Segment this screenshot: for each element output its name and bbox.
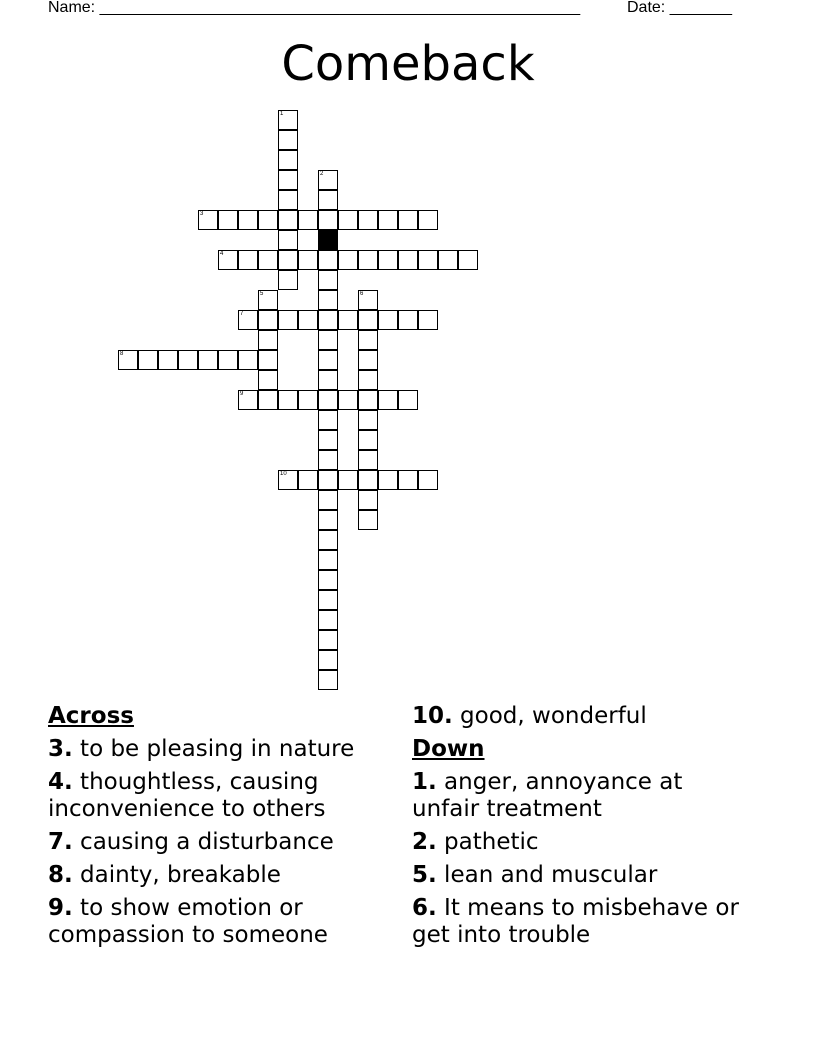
across-clue <box>48 769 398 823</box>
grid-cell[interactable] <box>278 230 298 250</box>
grid-cell[interactable] <box>318 250 338 270</box>
across-clue <box>48 862 398 889</box>
clue-number: 3. <box>48 736 73 762</box>
grid-cell[interactable] <box>278 470 298 490</box>
grid-cell[interactable] <box>278 190 298 210</box>
across-clue <box>48 829 398 856</box>
clue-text: It means to misbehave or get into trouble <box>412 895 739 948</box>
grid-cell[interactable] <box>398 470 418 490</box>
grid-cell[interactable] <box>278 110 298 130</box>
grid-cell[interactable] <box>318 470 338 490</box>
grid-cell[interactable] <box>318 610 338 630</box>
cell-number: 6 <box>360 291 364 297</box>
down-clue <box>412 769 752 823</box>
grid-cell[interactable] <box>458 250 478 270</box>
grid-cell[interactable] <box>338 310 358 330</box>
grid-cell[interactable] <box>258 330 278 350</box>
grid-cell[interactable] <box>318 410 338 430</box>
grid-cell[interactable] <box>278 170 298 190</box>
grid-cell[interactable] <box>278 310 298 330</box>
clue-number: 1. <box>412 769 437 795</box>
grid-cell[interactable] <box>258 290 278 310</box>
grid-cell[interactable] <box>218 250 238 270</box>
cell-number: 10 <box>280 471 287 477</box>
across-clue <box>48 736 398 763</box>
grid-cell[interactable] <box>418 310 438 330</box>
grid-cell[interactable] <box>298 250 318 270</box>
grid-cell[interactable] <box>318 630 338 650</box>
grid-cell-black <box>318 230 338 250</box>
grid-cell[interactable] <box>258 350 278 370</box>
grid-cell[interactable] <box>238 210 258 230</box>
clue-text: good, wonderful <box>452 703 647 729</box>
clue-text: lean and muscular <box>436 862 658 888</box>
down-heading: Down <box>412 736 485 762</box>
grid-cell[interactable] <box>438 250 458 270</box>
grid-cell[interactable] <box>358 310 378 330</box>
across-clue <box>48 895 398 949</box>
clue-text: to show emotion or compassion to someone <box>48 895 328 948</box>
grid-cell[interactable] <box>358 410 378 430</box>
cell-number: 2 <box>320 171 324 177</box>
clue-text: to be pleasing in nature <box>72 736 355 762</box>
grid-cell[interactable] <box>278 210 298 230</box>
grid-cell[interactable] <box>358 390 378 410</box>
clue-number: 9. <box>48 895 73 921</box>
grid-cell[interactable] <box>358 250 378 270</box>
grid-cell[interactable] <box>358 370 378 390</box>
down-clue <box>412 829 752 856</box>
grid-cell[interactable] <box>318 210 338 230</box>
grid-cell[interactable] <box>358 490 378 510</box>
grid-cell[interactable] <box>318 550 338 570</box>
cell-number: 9 <box>240 391 244 397</box>
grid-cell[interactable] <box>318 590 338 610</box>
grid-cell[interactable] <box>398 210 418 230</box>
grid-cell[interactable] <box>358 450 378 470</box>
grid-cell[interactable] <box>318 450 338 470</box>
grid-cell[interactable] <box>318 570 338 590</box>
clue-text: causing a disturbance <box>72 829 334 855</box>
grid-cell[interactable] <box>238 390 258 410</box>
clue-number: 2. <box>412 829 437 855</box>
grid-cell[interactable] <box>378 310 398 330</box>
grid-cell[interactable] <box>378 250 398 270</box>
grid-cell[interactable] <box>258 250 278 270</box>
puzzle-title: Comeback <box>281 36 535 92</box>
grid-cell[interactable] <box>198 210 218 230</box>
grid-cell[interactable] <box>358 350 378 370</box>
grid-cell[interactable] <box>258 390 278 410</box>
cell-number: 5 <box>260 291 264 297</box>
grid-cell[interactable] <box>298 390 318 410</box>
grid-cell[interactable] <box>338 390 358 410</box>
grid-cell[interactable] <box>318 530 338 550</box>
clue-number: 5. <box>412 862 437 888</box>
clue-number: 4. <box>48 769 73 795</box>
grid-cell[interactable] <box>278 250 298 270</box>
grid-cell[interactable] <box>318 270 338 290</box>
grid-cell[interactable] <box>378 210 398 230</box>
grid-cell[interactable] <box>338 470 358 490</box>
grid-cell[interactable] <box>278 390 298 410</box>
cell-number: 3 <box>200 211 204 217</box>
grid-cell[interactable] <box>318 350 338 370</box>
clue-text: anger, annoyance at unfair treatment <box>412 769 683 822</box>
across-clue <box>412 703 752 730</box>
date-field-label: Date: _______ <box>627 0 732 16</box>
grid-cell[interactable] <box>358 470 378 490</box>
grid-cell[interactable] <box>258 210 278 230</box>
clue-text: pathetic <box>436 829 539 855</box>
grid-cell[interactable] <box>358 210 378 230</box>
clue-text: dainty, breakable <box>72 862 281 888</box>
grid-cell[interactable] <box>358 290 378 310</box>
grid-cell[interactable] <box>318 430 338 450</box>
grid-cell[interactable] <box>378 390 398 410</box>
clue-number: 10. <box>412 703 453 729</box>
grid-cell[interactable] <box>318 330 338 350</box>
cell-number: 8 <box>120 351 124 357</box>
grid-cell[interactable] <box>398 250 418 270</box>
grid-cell[interactable] <box>358 430 378 450</box>
grid-cell[interactable] <box>318 190 338 210</box>
grid-cell[interactable] <box>398 310 418 330</box>
grid-cell[interactable] <box>238 250 258 270</box>
grid-cell[interactable] <box>318 510 338 530</box>
grid-cell[interactable] <box>318 290 338 310</box>
clues-right-column <box>412 703 752 955</box>
grid-cell[interactable] <box>358 510 378 530</box>
grid-cell[interactable] <box>258 310 278 330</box>
cell-number: 7 <box>240 311 244 317</box>
grid-cell[interactable] <box>118 350 138 370</box>
grid-cell[interactable] <box>418 210 438 230</box>
clues-left-column <box>48 703 398 955</box>
grid-cell[interactable] <box>218 210 238 230</box>
clue-number: 7. <box>48 829 73 855</box>
cell-number: 4 <box>220 251 224 257</box>
grid-cell[interactable] <box>318 650 338 670</box>
grid-cell[interactable] <box>298 310 318 330</box>
grid-cell[interactable] <box>138 350 158 370</box>
grid-cell[interactable] <box>238 350 258 370</box>
across-heading: Across <box>48 703 134 729</box>
grid-cell[interactable] <box>258 370 278 390</box>
grid-cell[interactable] <box>318 170 338 190</box>
grid-cell[interactable] <box>238 310 258 330</box>
grid-cell[interactable] <box>318 390 338 410</box>
grid-cell[interactable] <box>418 470 438 490</box>
cell-number: 1 <box>280 111 284 117</box>
clue-number: 6. <box>412 895 437 921</box>
grid-cell[interactable] <box>298 210 318 230</box>
grid-cell[interactable] <box>278 270 298 290</box>
grid-cell[interactable] <box>198 350 218 370</box>
grid-cell[interactable] <box>218 350 238 370</box>
grid-cell[interactable] <box>318 370 338 390</box>
clue-number: 8. <box>48 862 73 888</box>
grid-cell[interactable] <box>318 310 338 330</box>
name-field-label: Name: ______________________________________________________ <box>48 0 581 16</box>
grid-cell[interactable] <box>178 350 198 370</box>
grid-cell[interactable] <box>158 350 178 370</box>
grid-cell[interactable] <box>318 490 338 510</box>
grid-cell[interactable] <box>358 330 378 350</box>
grid-cell[interactable] <box>278 130 298 150</box>
grid-cell[interactable] <box>298 470 318 490</box>
grid-cell[interactable] <box>398 390 418 410</box>
grid-cell[interactable] <box>338 250 358 270</box>
grid-cell[interactable] <box>378 470 398 490</box>
grid-cell[interactable] <box>338 210 358 230</box>
clue-text: thoughtless, causing inconvenience to others <box>48 769 326 822</box>
grid-cell[interactable] <box>278 150 298 170</box>
down-clue <box>412 895 752 949</box>
down-clue <box>412 862 752 889</box>
grid-cell[interactable] <box>318 670 338 690</box>
grid-cell[interactable] <box>418 250 438 270</box>
